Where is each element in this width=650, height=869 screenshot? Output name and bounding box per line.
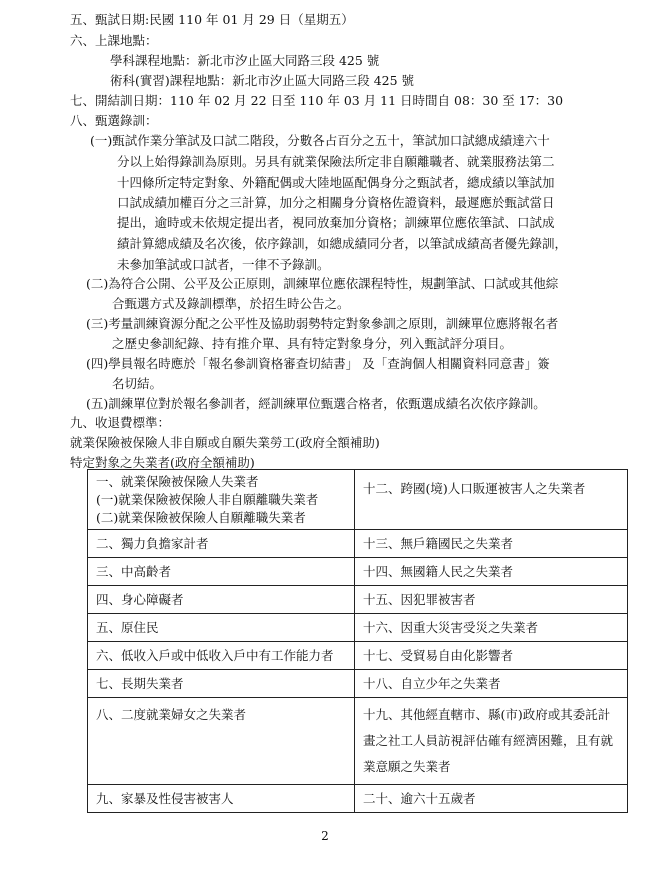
academic-course-location: 學科課程地點：新北市汐止區大同路三段 425 號 — [110, 53, 380, 68]
table-cell: 八、二度就業婦女之失業者 — [88, 698, 355, 785]
selection-clause-4-cont: 名切結。 — [112, 376, 163, 391]
item-5-exam-date: 五、甄試日期:民國 110 年 01 月 29 日（星期五） — [70, 12, 354, 27]
selection-clause-3: (三)考量訓練資源分配之公平性及協助弱勢特定對象參訓之原則，訓練單位應將報名者 — [86, 316, 559, 331]
fee-note-insured: 就業保險被保險人非自願或自願失業勞工(政府全額補助) — [70, 435, 380, 450]
selection-clause-4: (四)學員報名時應於「報名參訓資格審查切結書」 及「查詢個人相關資料同意書」簽 — [86, 356, 550, 371]
item-7-training-dates: 七、開結訓日期：110 年 02 月 22 日至 110 年 03 月 11 日時間自 08：30 至 17：30 — [70, 93, 564, 108]
table-cell — [355, 698, 628, 785]
table-cell: 十八、自立少年之失業者 — [355, 670, 628, 698]
table-row — [88, 558, 628, 586]
eligibility-table — [87, 469, 628, 813]
table-row — [88, 586, 628, 614]
selection-clause-1-cont: 十四條所定特定對象、外籍配偶或大陸地區配偶身分之甄試者，總成績以筆試加 — [117, 175, 555, 190]
table-cell: 二、獨力負擔家計者 — [88, 530, 355, 558]
cell-line: 畫之社工人員訪視評估確有經濟困難，且有就 — [363, 733, 614, 748]
selection-clause-1: (一)甄試作業分筆試及口試二階段，分數各占百分之五十，筆試加口試總成績達六十 — [90, 133, 550, 148]
selection-clause-1-cont: 提出，逾時或未依規定提出者，視同放棄加分資格；訓練單位應依筆試、口試成 — [117, 215, 555, 230]
table-row — [88, 470, 628, 530]
selection-clause-5: (五)訓練單位對於報名參訓者，經訓練單位甄選合格者，依甄選成績名次依序錄訓。 — [86, 396, 546, 411]
cell-line: 一、就業保險被保險人失業者 — [96, 474, 259, 489]
table-cell: 四、身心障礙者 — [88, 586, 355, 614]
selection-clause-1-cont: 口試成績加權百分之三計算，加分之相關身分資格佐證資料，最遲應於甄試當日 — [117, 195, 555, 210]
cell-line: (一)就業保險被保險人非自願離職失業者 — [96, 492, 319, 507]
table-cell: 十五、因犯罪被害者 — [355, 586, 628, 614]
table-cell: 十二、跨國(境)人口販運被害人之失業者 — [355, 470, 628, 530]
table-row — [88, 642, 628, 670]
item-8-selection-heading: 八、甄選錄訓： — [70, 113, 158, 128]
table-cell: 五、原住民 — [88, 614, 355, 642]
selection-clause-2-cont: 合甄選方式及錄訓標準，於招生時公告之。 — [112, 296, 350, 311]
table-cell: 十三、無戶籍國民之失業者 — [355, 530, 628, 558]
table-row — [88, 698, 628, 785]
practical-course-location: 術科(實習)課程地點：新北市汐止區大同路三段 425 號 — [110, 73, 415, 88]
table-cell: 九、家暴及性侵害被害人 — [88, 785, 355, 813]
selection-clause-1-cont: 績計算總成績及名次後，依序錄訓，如總成績同分者，以筆試成績高者優先錄訓， — [117, 236, 568, 251]
table-cell: 十七、受貿易自由化影響者 — [355, 642, 628, 670]
page-number: 2 — [321, 829, 329, 843]
table-cell: 十四、無國籍人民之失業者 — [355, 558, 628, 586]
table-row — [88, 614, 628, 642]
table-row — [88, 530, 628, 558]
selection-clause-1-cont: 未參加筆試或口試者，一律不予錄訓。 — [117, 257, 330, 272]
cell-line: (二)就業保險被保險人自願離職失業者 — [96, 510, 306, 525]
selection-clause-3-cont: 之歷史參訓紀錄、持有推介單、具有特定對象身分，列入甄試評分項目。 — [112, 336, 513, 351]
item-9-fee-heading: 九、收退費標準： — [70, 415, 171, 430]
table-cell: 三、中高齡者 — [88, 558, 355, 586]
table-cell: 二十、逾六十五歲者 — [355, 785, 628, 813]
cell-line: 十九、其他經直轄市、縣(市)政府或其委託計 — [363, 707, 611, 722]
item-6-location-heading: 六、上課地點： — [70, 33, 158, 48]
table-row — [88, 785, 628, 813]
cell-line: 業意願之失業者 — [363, 759, 451, 774]
table-cell: 七、長期失業者 — [88, 670, 355, 698]
table-row — [88, 670, 628, 698]
selection-clause-2: (二)為符合公開、公平及公正原則，訓練單位應依課程特性，規劃筆試、口試或其他綜 — [86, 276, 559, 291]
fee-note-special: 特定對象之失業者(政府全額補助) — [70, 455, 255, 470]
table-cell — [88, 470, 355, 530]
table-cell: 十六、因重大災害受災之失業者 — [355, 614, 628, 642]
table-cell: 六、低收入戶或中低收入戶中有工作能力者 — [88, 642, 355, 670]
selection-clause-1-cont: 分以上始得錄訓為原則。另具有就業保險法所定非自願離職者、就業服務法第二 — [117, 154, 555, 169]
